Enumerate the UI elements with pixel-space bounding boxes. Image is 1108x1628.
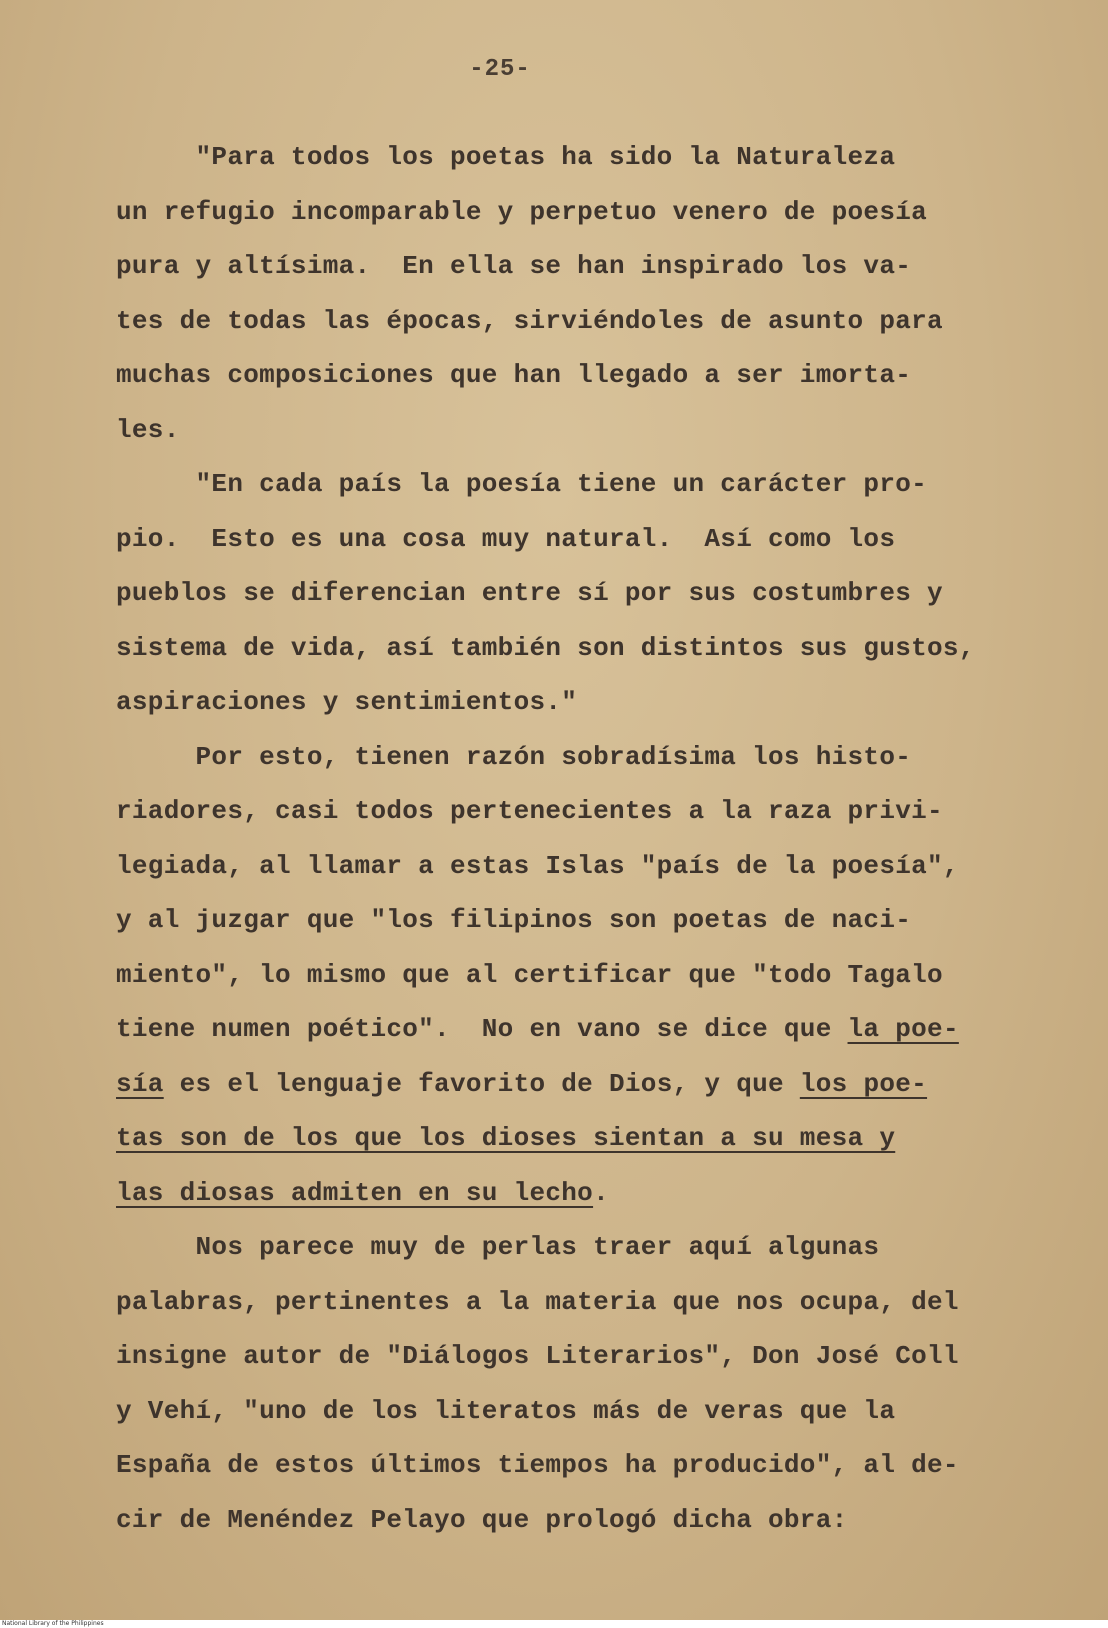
text-segment: "Para todos los poetas ha sido la Naturaleza	[116, 142, 896, 172]
text-segment: les.	[116, 414, 180, 445]
text-segment: Por esto, tienen razón sobradísima los histo-	[116, 741, 912, 772]
text-line	[116, 1057, 996, 1112]
text-segment: pueblos se diferencian entre sí por sus costumbres y	[116, 578, 943, 608]
text-segment: .	[593, 1177, 609, 1208]
text-line	[116, 948, 996, 1003]
text-line	[116, 1384, 996, 1439]
page-number: -25-	[469, 56, 531, 83]
paragraph	[116, 130, 996, 457]
text-line	[116, 1493, 996, 1548]
underlined-text: sía	[116, 1068, 164, 1099]
text-line	[116, 348, 996, 403]
text-segment: cir de Menéndez Pelayo que prologó dicha obra:	[116, 1504, 848, 1535]
text-segment: tiene numen poético". No en vano se dice que	[116, 1014, 848, 1044]
text-segment: es el lenguaje favorito de Dios, y que	[163, 1068, 800, 1099]
text-line	[116, 1438, 996, 1493]
text-segment: pura y altísima. En ella se han inspirado los va-	[116, 251, 912, 281]
text-line	[116, 621, 996, 676]
text-line	[116, 457, 996, 512]
text-segment: Nos parece muy de perlas traer aquí algunas	[116, 1232, 880, 1262]
text-segment: y Vehí, "uno de los literatos más de veras que la	[116, 1395, 896, 1426]
text-segment: pio. Esto es una cosa muy natural. Así como los	[116, 523, 896, 554]
text-line	[116, 730, 996, 785]
text-segment: un refugio incomparable y perpetuo venero de poesía	[116, 196, 928, 227]
underlined-text: tas son de los que los dioses sientan a su mesa y	[116, 1123, 896, 1153]
text-segment: palabras, pertinentes a la materia que nos ocupa, del	[116, 1286, 959, 1317]
text-line	[116, 294, 996, 349]
text-segment: riadores, casi todos pertenecientes a la raza privi-	[116, 796, 943, 826]
underlined-text: la poe-	[847, 1014, 959, 1044]
text-line	[116, 1166, 996, 1221]
text-segment: aspiraciones y sentimientos."	[116, 687, 578, 717]
text-line	[116, 1329, 996, 1384]
paragraph	[116, 730, 996, 1221]
text-line	[116, 675, 996, 730]
text-segment: legiada, al llamar a estas Islas "país de la poesía",	[116, 850, 959, 881]
text-line	[116, 239, 996, 294]
text-segment: miento", lo mismo que al certificar que "todo Tagalo	[116, 959, 943, 990]
text-line	[116, 403, 996, 458]
paragraph	[116, 457, 996, 730]
text-line	[116, 893, 996, 948]
text-line	[116, 1220, 996, 1275]
footer-credit: National Library of the Philippines	[0, 1620, 1108, 1628]
text-line	[116, 784, 996, 839]
text-line	[116, 1275, 996, 1330]
text-line	[116, 839, 996, 894]
text-segment: insigne autor de "Diálogos Literarios", Don José Coll	[116, 1341, 959, 1371]
text-segment: muchas composiciones que han llegado a ser imorta-	[116, 360, 912, 390]
text-segment: y al juzgar que "los filipinos son poetas de naci-	[116, 905, 912, 935]
text-line	[116, 1002, 996, 1057]
underlined-text: los poe-	[799, 1068, 928, 1099]
text-segment: tes de todas las épocas, sirviéndoles de asunto para	[116, 305, 943, 336]
paragraph	[116, 1220, 996, 1547]
text-segment: España de estos últimos tiempos ha producido", al de-	[116, 1450, 959, 1480]
text-line	[116, 185, 996, 240]
text-line	[116, 1111, 996, 1166]
text-segment: "En cada país la poesía tiene un carácter pro-	[116, 469, 928, 499]
text-line	[116, 130, 996, 185]
text-line	[116, 566, 996, 621]
underlined-text: las diosas admiten en su lecho	[116, 1177, 594, 1208]
text-segment: sistema de vida, así también son distintos sus gustos,	[116, 632, 975, 663]
text-line	[116, 512, 996, 567]
body-text	[116, 130, 996, 1547]
